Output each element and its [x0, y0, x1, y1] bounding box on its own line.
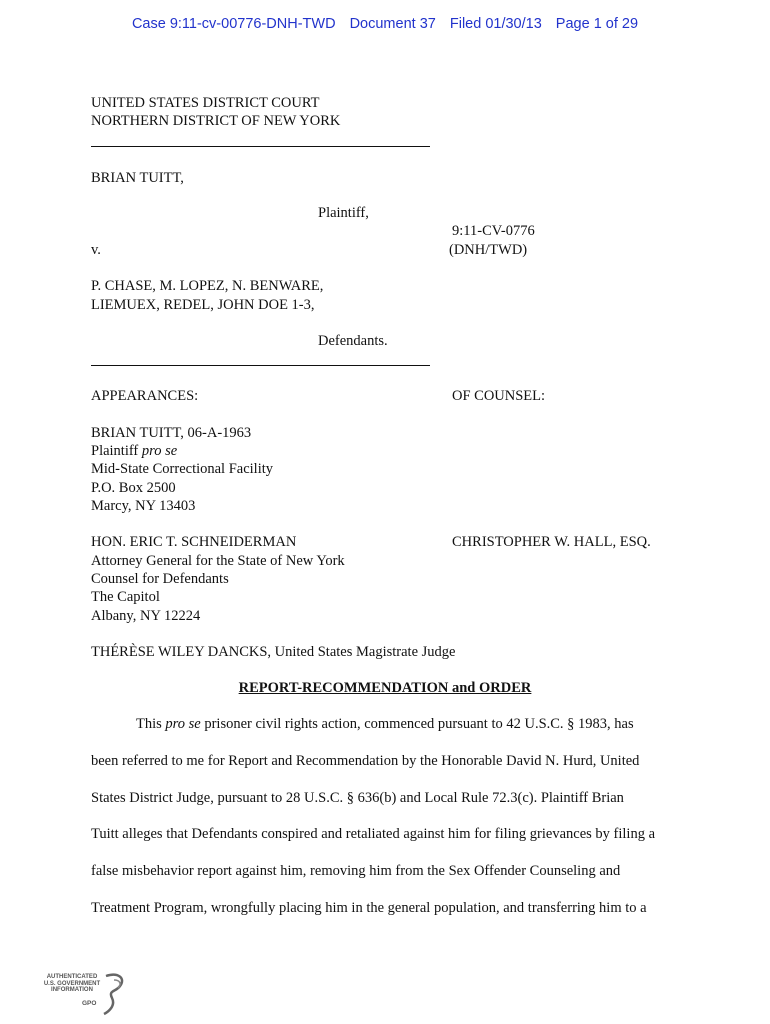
plaintiff-name: BRIAN TUITT, — [91, 170, 184, 186]
defendants-line1: P. CHASE, M. LOPEZ, N. BENWARE, — [91, 278, 324, 294]
body-line-4: Tuitt alleges that Defendants conspired and retaliated against him for filing grievances by filing a — [91, 826, 655, 842]
case-number-line1: 9:11-CV-0776 — [452, 223, 535, 239]
plaintiff-address-line: Marcy, NY 13403 — [91, 498, 196, 514]
seal-line: INFORMATION — [51, 987, 93, 993]
case-number: Case 9:11-cv-00776-DNH-TWD — [131, 16, 336, 32]
seal-text — [42, 974, 102, 994]
versus: v. — [91, 242, 101, 258]
body-line-2: been referred to me for Report and Recommendation by the Honorable David N. Hurd, United — [91, 753, 640, 769]
plaintiff-address-line: P.O. Box 2500 — [91, 480, 176, 496]
body-line-5: false misbehavior report against him, removing him from the Sex Offender Counseling and — [91, 863, 621, 879]
ecf-header — [0, 16, 770, 32]
case-number-line2: (DNH/TWD) — [449, 242, 528, 258]
plaintiff-address-line: BRIAN TUITT, 06-A-1963 — [91, 425, 252, 441]
defendant-counsel-line: Counsel for Defendants — [91, 571, 229, 587]
gpo-mark: GPO — [82, 1000, 97, 1007]
caption-rule-top — [91, 146, 430, 147]
defendants-role: Defendants. — [318, 333, 388, 349]
body-italic: pro se — [165, 716, 201, 732]
plaintiff-pro-se-line: Plaintiff pro se — [91, 443, 178, 459]
court-name: UNITED STATES DISTRICT COURT — [91, 95, 320, 111]
defendant-counsel-line: Albany, NY 12224 — [91, 608, 201, 624]
defendant-counsel-line: The Capitol — [91, 589, 160, 605]
document-number: Document 37 — [349, 16, 436, 32]
seal-line: AUTHENTICATED — [46, 974, 98, 980]
defendant-of-counsel: CHRISTOPHER W. HALL, ESQ. — [452, 534, 651, 550]
document-title: REPORT-RECOMMENDATION and ORDER — [238, 680, 532, 696]
judge-line: THÉRÈSE WILEY DANCKS, United States Magistrate Judge — [91, 644, 456, 660]
body-line-6: Treatment Program, wrongfully placing him in the general population, and transferring him to a — [91, 900, 647, 916]
defendant-counsel-line: HON. ERIC T. SCHNEIDERMAN — [91, 534, 297, 550]
of-counsel-label: OF COUNSEL: — [452, 388, 546, 404]
plaintiff-address-line: Mid-State Correctional Facility — [91, 461, 274, 477]
body-line-3: States District Judge, pursuant to 28 U.S.C. § 636(b) and Local Rule 72.3(c). Plaintiff Brian — [91, 790, 624, 806]
defendants-line2: LIEMUEX, REDEL, JOHN DOE 1-3, — [91, 297, 315, 313]
filed-date: Filed 01/30/13 — [449, 16, 542, 32]
plaintiff-role: Plaintiff, — [318, 205, 369, 221]
page-count: Page 1 of 29 — [555, 16, 639, 32]
body-text: This — [136, 716, 166, 732]
body-line-1 — [136, 716, 634, 733]
court-district: NORTHERN DISTRICT OF NEW YORK — [91, 113, 341, 129]
caption-rule-bottom — [91, 365, 430, 366]
appearances-label: APPEARANCES: — [91, 388, 199, 404]
eagle-icon — [100, 972, 130, 1016]
defendant-counsel-line: Attorney General for the State of New York — [91, 553, 345, 569]
gpo-authentication-seal — [42, 972, 132, 1016]
body-text: prisoner civil rights action, commenced pursuant to 42 U.S.C. § 1983, has — [200, 716, 634, 732]
seal-line: U.S. GOVERNMENT — [43, 980, 101, 987]
